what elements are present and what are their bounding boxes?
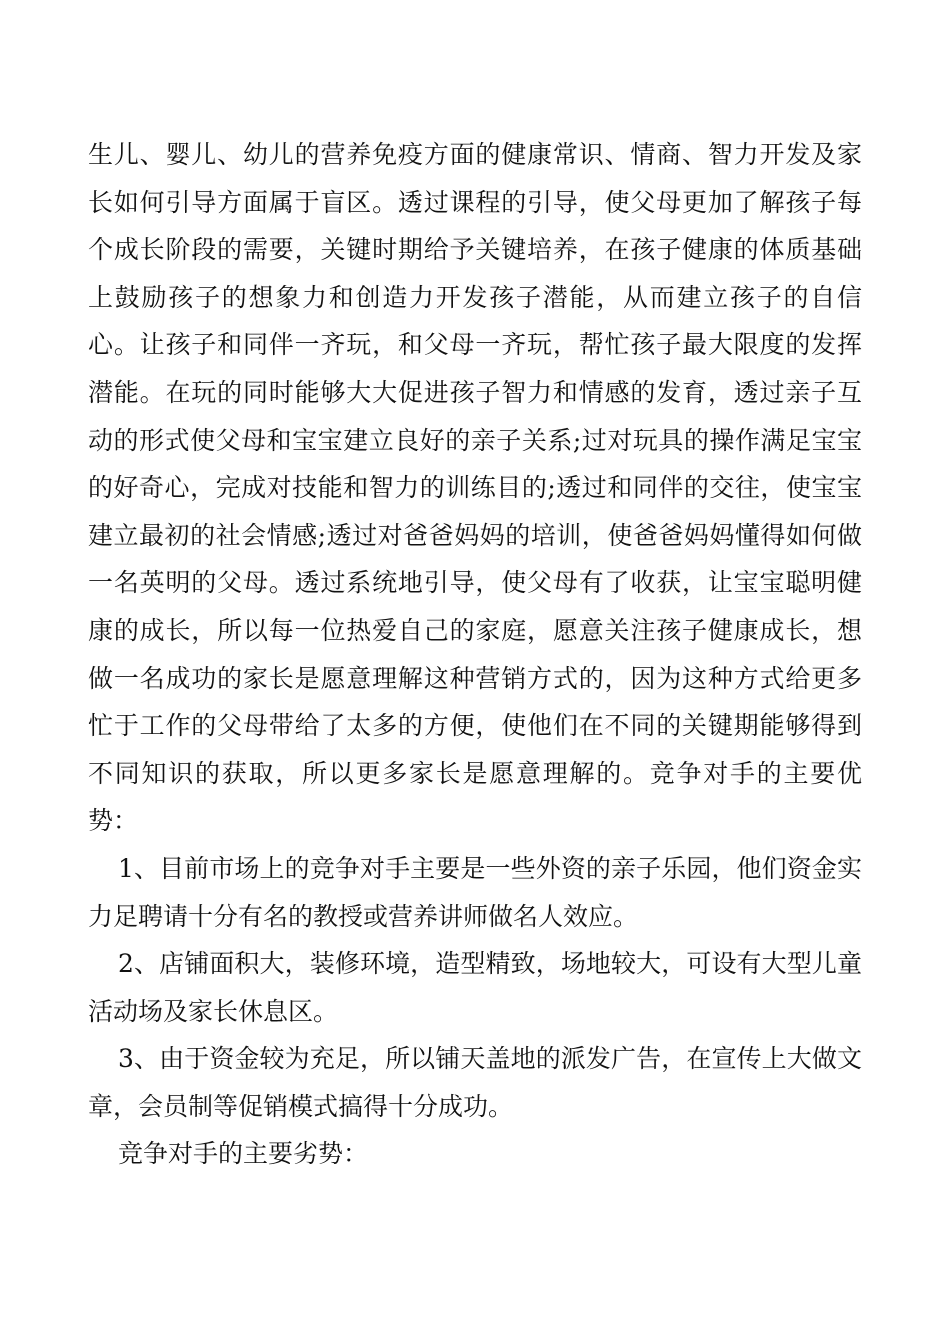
paragraph-advantage-1: 1、目前市场上的竞争对手主要是一些外资的亲子乐园，他们资金实力足聘请十分有名的教授或营养讲师做名人效应。 — [88, 853, 862, 931]
paragraph-disadvantage-heading: 竞争对手的主要劣势： — [118, 1139, 369, 1169]
document-body — [88, 131, 862, 1178]
paragraph-intro: 生儿、婴儿、幼儿的营养免疫方面的健康常识、情商、智力开发及家长如何引导方面属于盲区。透过课程的引导，使父母更加了解孩子每个成长阶段的需要，关键时期给予关键培养，在孩子健康的体质基础上鼓励孩子的想象力和创造力开发孩子潜能，从而建立孩子的自信心。让孩子和同伴一齐玩，和父母一齐玩，帮忙孩子最大限度的发挥潜能。在玩的同时能够大大促进孩子智力和情感的发育，透过亲子互动的形式使父母和宝宝建立良好的亲子关系;过对玩具的操作满足宝宝的好奇心，完成对技能和智力的训练目的;透过和同伴的交往，使宝宝建立最初的社会情感;透过对爸爸妈妈的培训，使爸爸妈妈懂得如何做一名英明的父母。透过系统地引导，使父母有了收获，让宝宝聪明健康的成长，所以每一位热爱自己的家庭，愿意关注孩子健康成长，想做一名成功的家长是愿意理解这种营销方式的，因为这种方式给更多忙于工作的父母带给了太多的方便，使他们在不同的关键期能够得到不同知识的获取，所以更多家长是愿意理解的。竞争对手的主要优势： — [88, 140, 862, 836]
paragraph-advantage-2: 2、店铺面积大，装修环境，造型精致，场地较大，可设有大型儿童活动场及家长休息区。 — [88, 949, 862, 1026]
paragraph-advantage-3: 3、由于资金较为充足，所以铺天盖地的派发广告，在宣传上大做文章，会员制等促销模式搞得十分成功。 — [88, 1044, 862, 1121]
